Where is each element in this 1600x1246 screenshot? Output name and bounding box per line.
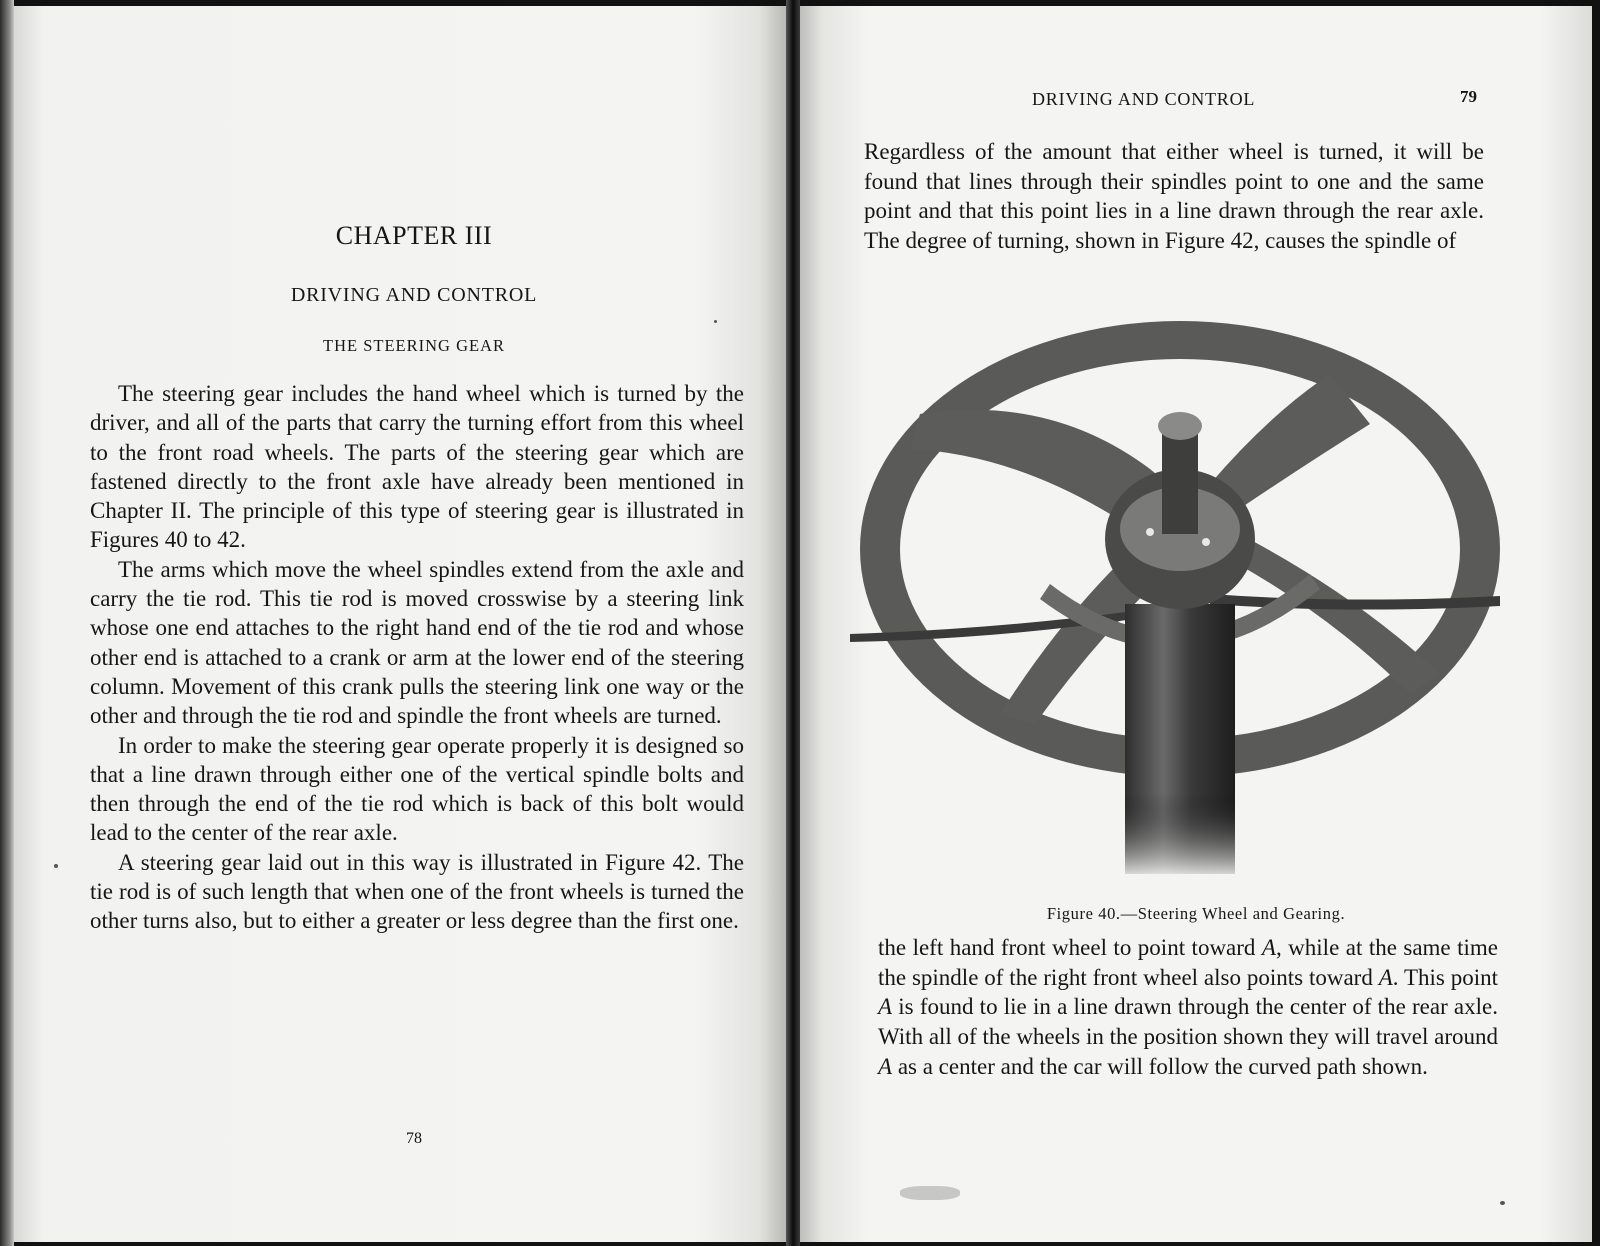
paragraph: The arms which move the wheel spindles extend from the axle and carry the tie rod. This tie rod is moved crosswise by a steering link whose one end attaches to the right hand end of the tie rod and whose other end is attached to a crank or arm at the lower end of the steering column. Movement of this crank pulls the steering link one way or the other and through the tie rod and spindle the front wheels are turned. — [90, 556, 744, 729]
section-title: DRIVING AND CONTROL — [290, 284, 538, 306]
italic-letter: A — [1378, 964, 1393, 990]
speck — [1500, 1201, 1505, 1205]
hub-detail — [1146, 528, 1154, 536]
left-body-text — [90, 379, 744, 936]
right-page — [800, 6, 1592, 1242]
paragraph: Regardless of the amount that either wheel is turned, it will be found that lines through their spindles point to one and the same point and that this point lies in a line drawn through the rear axle. The degree of turning, shown in Figure 42, causes the spindle of — [864, 139, 1484, 253]
paragraph — [878, 933, 1498, 1082]
italic-letter: A — [878, 994, 893, 1020]
steering-wheel-figure — [850, 304, 1510, 884]
chapter-title: CHAPTER III — [335, 221, 493, 250]
figure-caption: Figure 40.—Steering Wheel and Gearing. — [1046, 904, 1346, 923]
text-run: , while at the same time the spindle of the right front wheel also points toward — [878, 935, 1498, 990]
hub-detail — [1202, 538, 1210, 546]
left-page — [14, 6, 786, 1242]
right-bottom-text — [878, 933, 1498, 1082]
text-run: the left hand front wheel to point toward — [878, 935, 1262, 960]
paragraph: A steering gear laid out in this way is illustrated in Figure 42. The tie rod is of such length that when one of the front wheels is turned the other turns also, but to either a greater or less degree than the first one. — [90, 849, 744, 934]
paragraph: The steering gear includes the hand wheel which is turned by the driver, and all of the parts that carry the turning effort from this wheel to the front road wheels. The parts of the steering gear which are fastened directly to the front axle have already been mentioned in Chapter II. The principle of this type of steering gear is illustrated in Figures 40 to 42. — [90, 381, 744, 553]
text-run: . This point — [1392, 964, 1498, 990]
hub-shaft — [1162, 424, 1198, 534]
italic-letter: A — [878, 1053, 893, 1079]
text-run: as a center and the car will follow the curved path shown. — [892, 1053, 1428, 1079]
page-number-left: 78 — [406, 1130, 422, 1147]
right-top-text — [864, 137, 1484, 255]
paragraph: In order to make the steering gear operate properly it is designed so that a line drawn through either one of the vertical spindle bolts and then through the end of the tie rod which is back of this bolt would lead to the center of the rear axle. — [90, 732, 744, 846]
gutter — [786, 0, 800, 1246]
running-head: DRIVING AND CONTROL — [1032, 89, 1256, 109]
smudge — [900, 1186, 960, 1200]
page-number-right: 79 — [1460, 87, 1477, 106]
book-edge — [0, 0, 14, 1246]
speck — [54, 864, 58, 868]
italic-letter: A — [1261, 935, 1276, 960]
subsection-title: THE STEERING GEAR — [323, 336, 505, 355]
text-run: is found to lie in a line drawn through the center of the rear axle. With all of the wheels in the position shown they will travel around — [878, 994, 1498, 1050]
speck — [714, 320, 717, 323]
hub-nut — [1158, 412, 1202, 440]
column-fade — [1125, 604, 1235, 874]
